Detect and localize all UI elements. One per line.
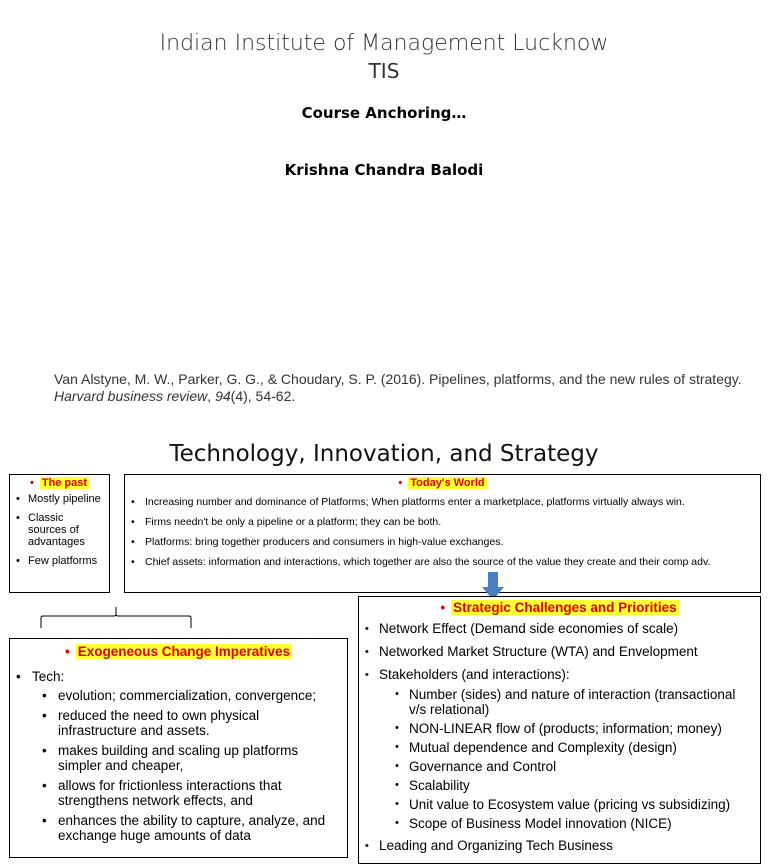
list-item: • makes building and scaling up platforms simpler and cheaper, [42,743,341,773]
today-heading: • Today's World [398,477,485,489]
list-item: • NON-LINEAR flow of (products; information; money) [395,721,756,736]
list-item: • Few platforms [16,555,105,567]
today-heading-text: Today's World [410,477,485,489]
list-item: • allows for frictionless interactions that strengthens network effects, and [42,778,341,808]
list-item: • reduced the need to own physical infrastructure and assets. [42,708,341,738]
past-heading: • The past [29,477,88,489]
reference-sep: , [207,388,216,404]
list-item: • Governance and Control [395,759,756,774]
strategic-list [359,621,760,854]
strategic-box [358,596,761,864]
list-item: • Number (sides) and nature of interaction (transactional v/s relational) [395,687,756,717]
list-item: • Platforms: bring together producers and consumers in high-value exchanges. [131,535,756,555]
author-name: Krishna Chandra Balodi [284,161,484,179]
stakeholders-sublist [379,687,756,831]
exogenous-box [9,638,348,858]
list-item: • Chief assets: information and interactions, which together are also the source of the value they create and their comp adv. [131,555,756,575]
list-item: • evolution; commercialization, convergence; [42,688,341,703]
exogenous-list [10,688,347,843]
tech-label: • Tech: [16,669,347,684]
past-list [10,493,109,567]
list-item: • Leading and Organizing Tech Business [365,838,756,854]
strategic-heading-text: Strategic Challenges and Priorities [453,600,677,615]
past-heading-text: The past [41,477,88,489]
exogenous-heading: • Exogeneous Change Imperatives [64,644,291,659]
list-item: • Scope of Business Model innovation (NICE) [395,816,756,831]
list-item: • Increasing number and dominance of Platforms; When platforms enter a marketplace, platforms virtually always win. [131,495,756,515]
reference-citation [54,371,744,405]
slide-title: Technology, Innovation, and Strategy [169,441,599,467]
list-item: • Mostly pipeline [16,493,105,505]
list-item: • Scalability [395,778,756,793]
strategic-heading: • Strategic Challenges and Priorities [440,600,677,615]
list-item: • Mutual dependence and Complexity (design) [395,740,756,755]
today-list [125,495,760,575]
list-item: • enhances the ability to capture, analyze, and exchange huge amounts of data [42,813,341,843]
list-item [365,667,756,831]
today-box [124,474,761,593]
reference-suffix: (4), 54-62. [230,388,296,404]
list-item: • Networked Market Structure (WTA) and Envelopment [365,644,756,660]
list-item: • Firms needn't be only a pipeline or a platform; they can be both. [131,515,756,535]
reference-journal: Harvard business review [54,388,208,404]
reference-prefix: Van Alstyne, M. W., Parker, G. G., & Choudary, S. P. (2016). Pipelines, platforms, and the new rules of strategy. [54,371,742,387]
reference-volume: 94 [215,388,231,404]
stakeholders-label: Stakeholders (and interactions): [379,667,570,682]
past-box [9,474,110,593]
list-item: • Classic sources of advantages [16,512,105,548]
course-code: TIS [368,59,400,83]
exogenous-heading-text: Exogeneous Change Imperatives [77,644,291,659]
brace-connector [40,606,192,630]
list-item: • Unit value to Ecosystem value (pricing vs subsidizing) [395,797,756,812]
list-item: • Network Effect (Demand side economies of scale) [365,621,756,637]
course-title: Course Anchoring… [301,104,467,122]
institute-title: Indian Institute of Management Lucknow [159,31,609,56]
